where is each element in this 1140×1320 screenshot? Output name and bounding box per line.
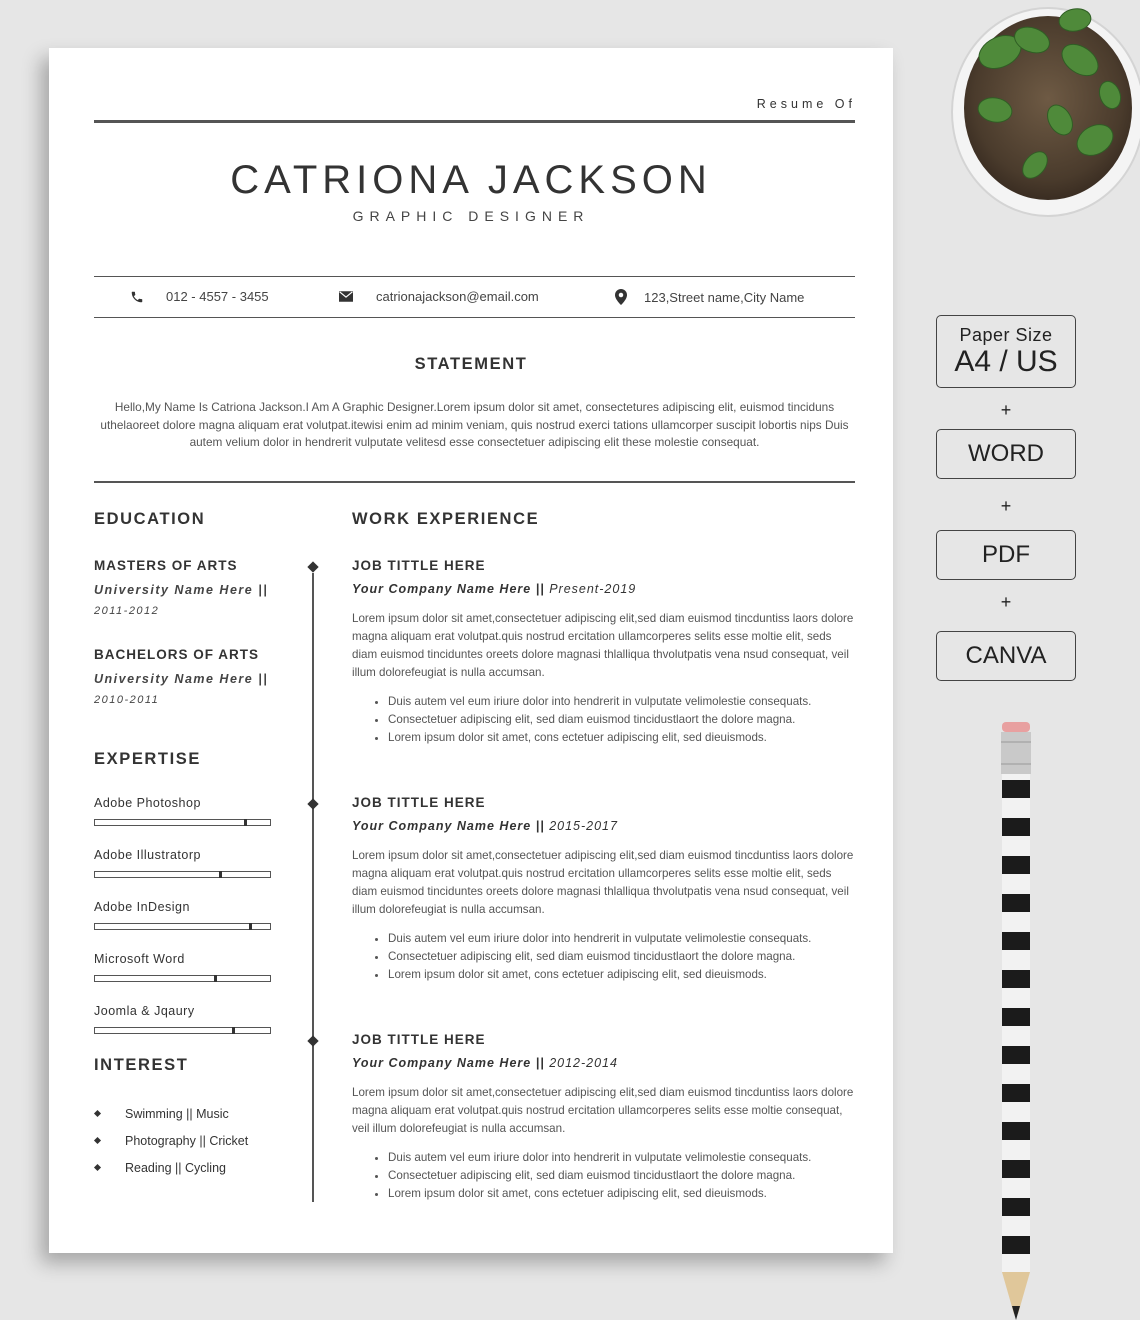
job-description: Lorem ipsum dolor sit amet,consectetuer adipiscing elit,sed diam euismod tincduntiss laors dolore magna aliquam erat volutpat.quis nostrud ercitation ullamcorperes selits esse moltie elit, seds diam euismod tinciduntes oreets dolore magnasi thlalliqua thvolutpatis vena nsud consequat, veil illum dolorefeugiat is nulla accumsan. bbox=[352, 612, 854, 679]
interest-item bbox=[94, 1154, 284, 1181]
paper-size-label: Paper Size bbox=[959, 325, 1053, 345]
education-degree: BACHELORS OF ARTS bbox=[94, 647, 259, 662]
skill-item bbox=[94, 900, 284, 952]
education-item bbox=[94, 558, 284, 617]
skill-bar bbox=[94, 819, 271, 826]
contact-address bbox=[615, 289, 804, 305]
education-years: 2011-2012 bbox=[94, 605, 160, 617]
skill-level-marker bbox=[232, 1027, 235, 1034]
statement-divider bbox=[94, 481, 855, 483]
job-company bbox=[352, 1056, 855, 1070]
education-years: 2010-2011 bbox=[94, 694, 160, 706]
plus-sign: + bbox=[1000, 400, 1012, 420]
education-item bbox=[94, 647, 284, 706]
job-title: JOB TITTLE HERE bbox=[352, 1032, 486, 1047]
left-column bbox=[94, 510, 284, 1181]
diamond-bullet-icon bbox=[94, 1137, 101, 1144]
interest-heading: INTEREST bbox=[94, 1056, 189, 1074]
diamond-bullet-icon bbox=[94, 1164, 101, 1171]
format-pdf-label: PDF bbox=[982, 541, 1030, 568]
resume-page bbox=[49, 48, 893, 1253]
job-bullet: • Duis autem vel eum iriure dolor into hendrerit in vulputate velimolestie consequats. bbox=[388, 693, 855, 711]
interest-item bbox=[94, 1100, 284, 1127]
skill-level-marker bbox=[214, 975, 217, 982]
company-name: Your Company Name Here || bbox=[352, 819, 545, 833]
education-degree: MASTERS OF ARTS bbox=[94, 558, 238, 573]
skill-bar bbox=[94, 871, 271, 878]
skill-name: Adobe InDesign bbox=[94, 900, 190, 914]
plus-sign: + bbox=[1000, 592, 1012, 612]
skill-level-marker bbox=[249, 923, 252, 930]
format-word-box bbox=[936, 429, 1076, 479]
skill-bar bbox=[94, 923, 271, 930]
company-name: Your Company Name Here || bbox=[352, 582, 545, 596]
phone-text: 012 - 4557 - 3455 bbox=[166, 289, 269, 304]
interest-list bbox=[94, 1100, 284, 1181]
location-pin-icon bbox=[615, 289, 627, 305]
pencil-decoration bbox=[996, 722, 1036, 1320]
email-text: catrionajackson@email.com bbox=[376, 289, 539, 304]
job-bullets bbox=[352, 1149, 855, 1203]
skill-level-marker bbox=[219, 871, 222, 878]
resume-of-label: Resume Of bbox=[756, 97, 856, 111]
job-bullet: • Lorem ipsum dolor sit amet, cons ectetuer adipiscing elit, sed dieuismods. bbox=[388, 729, 855, 747]
timeline-diamond-icon bbox=[307, 798, 318, 809]
job-company bbox=[352, 582, 855, 596]
job-bullets bbox=[352, 693, 855, 747]
education-university: University Name Here || bbox=[94, 583, 269, 597]
skills-list bbox=[94, 796, 284, 1056]
paper-size-value: A4 / US bbox=[954, 345, 1058, 378]
job-bullets bbox=[352, 930, 855, 984]
company-name: Your Company Name Here || bbox=[352, 1056, 545, 1070]
skill-name: Microsoft Word bbox=[94, 952, 185, 966]
education-heading: EDUCATION bbox=[94, 510, 206, 528]
envelope-icon bbox=[339, 291, 353, 302]
skill-name: Joomla & Jqaury bbox=[94, 1004, 195, 1018]
format-pdf-box bbox=[936, 530, 1076, 580]
plant-pot-decoration bbox=[940, 0, 1140, 225]
job-entry bbox=[352, 795, 855, 984]
skill-name: Adobe Photoshop bbox=[94, 796, 201, 810]
interest-item bbox=[94, 1127, 284, 1154]
expertise-heading: EXPERTISE bbox=[94, 750, 202, 768]
education-university: University Name Here || bbox=[94, 672, 269, 686]
statement-heading: STATEMENT bbox=[414, 355, 528, 373]
job-bullet: • Consectetuer adipiscing elit, sed diam euismod tincidustlaort the dolore magna. bbox=[388, 948, 855, 966]
job-bullet: • Consectetuer adipiscing elit, sed diam euismod tincidustlaort the dolore magna. bbox=[388, 711, 855, 729]
paper-size-box bbox=[936, 315, 1076, 388]
skill-item bbox=[94, 952, 284, 1004]
skill-item bbox=[94, 1004, 284, 1056]
job-bullet: • Lorem ipsum dolor sit amet, cons ectetuer adipiscing elit, sed dieuismods. bbox=[388, 966, 855, 984]
job-bullet: • Duis autem vel eum iriure dolor into hendrerit in vulputate velimolestie consequats. bbox=[388, 930, 855, 948]
work-experience-heading: WORK EXPERIENCE bbox=[352, 510, 540, 528]
interest-text: Swimming || Music bbox=[125, 1106, 229, 1121]
job-title: JOB TITTLE HERE bbox=[352, 558, 486, 573]
timeline-line bbox=[312, 573, 314, 1202]
address-text: 123,Street name,City Name bbox=[644, 289, 805, 305]
job-period: Present-2019 bbox=[549, 582, 637, 596]
format-word-label: WORD bbox=[968, 440, 1044, 467]
header-divider bbox=[94, 120, 855, 123]
diamond-bullet-icon bbox=[94, 1110, 101, 1117]
interest-text: Photography || Cricket bbox=[125, 1133, 249, 1148]
contact-email bbox=[339, 289, 539, 304]
timeline-diamond-icon bbox=[307, 561, 318, 572]
job-bullet: • Consectetuer adipiscing elit, sed diam euismod tincidustlaort the dolore magna. bbox=[388, 1167, 855, 1185]
statement-text: Hello,My Name Is Catriona Jackson.I Am A Graphic Designer.Lorem ipsum dolor sit amet, consectetures adipiscing elit, euismod tinciduns uthelaoreet dolore magna aliquam erat volutpat.itewisi enim ad minim veniam, quis nostrud exerci tations ullamcorper suscipit lobortis nips Duis autem velium dolor in hendrerit vulputate velitesd esse consectetuer adipiscing elit these molestie consequat. bbox=[100, 400, 849, 449]
skill-name: Adobe Illustratorp bbox=[94, 848, 201, 862]
job-description: Lorem ipsum dolor sit amet,consectetuer adipiscing elit,sed diam euismod tincduntiss laors dolore magna aliquam erat volutpat.quis nostrud ercitation ullamcorperes selits esse moltie consequat, veil illum dolorefeugiat is nulla accumsan. bbox=[352, 1086, 854, 1135]
contact-phone bbox=[130, 289, 269, 304]
skill-bar bbox=[94, 975, 271, 982]
job-description: Lorem ipsum dolor sit amet,consectetuer adipiscing elit,sed diam euismod tincduntiss laors dolore magna aliquam erat volutpat.quis nostrud ercitation ullamcorperes selits esse moltie elit, seds diam euismod tinciduntes oreets dolore magnasi thlalliqua thvolutpatis vena nsud consequat, veil illum dolorefeugiat is nulla accumsan. bbox=[352, 849, 854, 916]
skill-item bbox=[94, 848, 284, 900]
timeline-diamond-icon bbox=[307, 1035, 318, 1046]
job-entry bbox=[352, 1032, 855, 1203]
format-canva-label: CANVA bbox=[965, 642, 1047, 669]
candidate-name: CATRIONA JACKSON bbox=[230, 158, 712, 202]
job-period: 2015-2017 bbox=[549, 819, 618, 833]
format-canva-box bbox=[936, 631, 1076, 681]
interest-text: Reading || Cycling bbox=[125, 1160, 226, 1175]
job-period: 2012-2014 bbox=[549, 1056, 618, 1070]
phone-icon bbox=[130, 290, 144, 304]
skill-bar bbox=[94, 1027, 271, 1034]
job-entry bbox=[352, 558, 855, 747]
skill-item bbox=[94, 796, 284, 848]
job-title: JOB TITTLE HERE bbox=[352, 795, 486, 810]
job-bullet: • Duis autem vel eum iriure dolor into hendrerit in vulputate velimolestie consequats. bbox=[388, 1149, 855, 1167]
job-bullet: • Lorem ipsum dolor sit amet, cons ectetuer adipiscing elit, sed dieuismods. bbox=[388, 1185, 855, 1203]
skill-level-marker bbox=[244, 819, 247, 826]
job-company bbox=[352, 819, 855, 833]
contact-bar bbox=[94, 276, 855, 318]
plus-sign: + bbox=[1000, 496, 1012, 516]
candidate-title: GRAPHIC DESIGNER bbox=[352, 208, 590, 224]
